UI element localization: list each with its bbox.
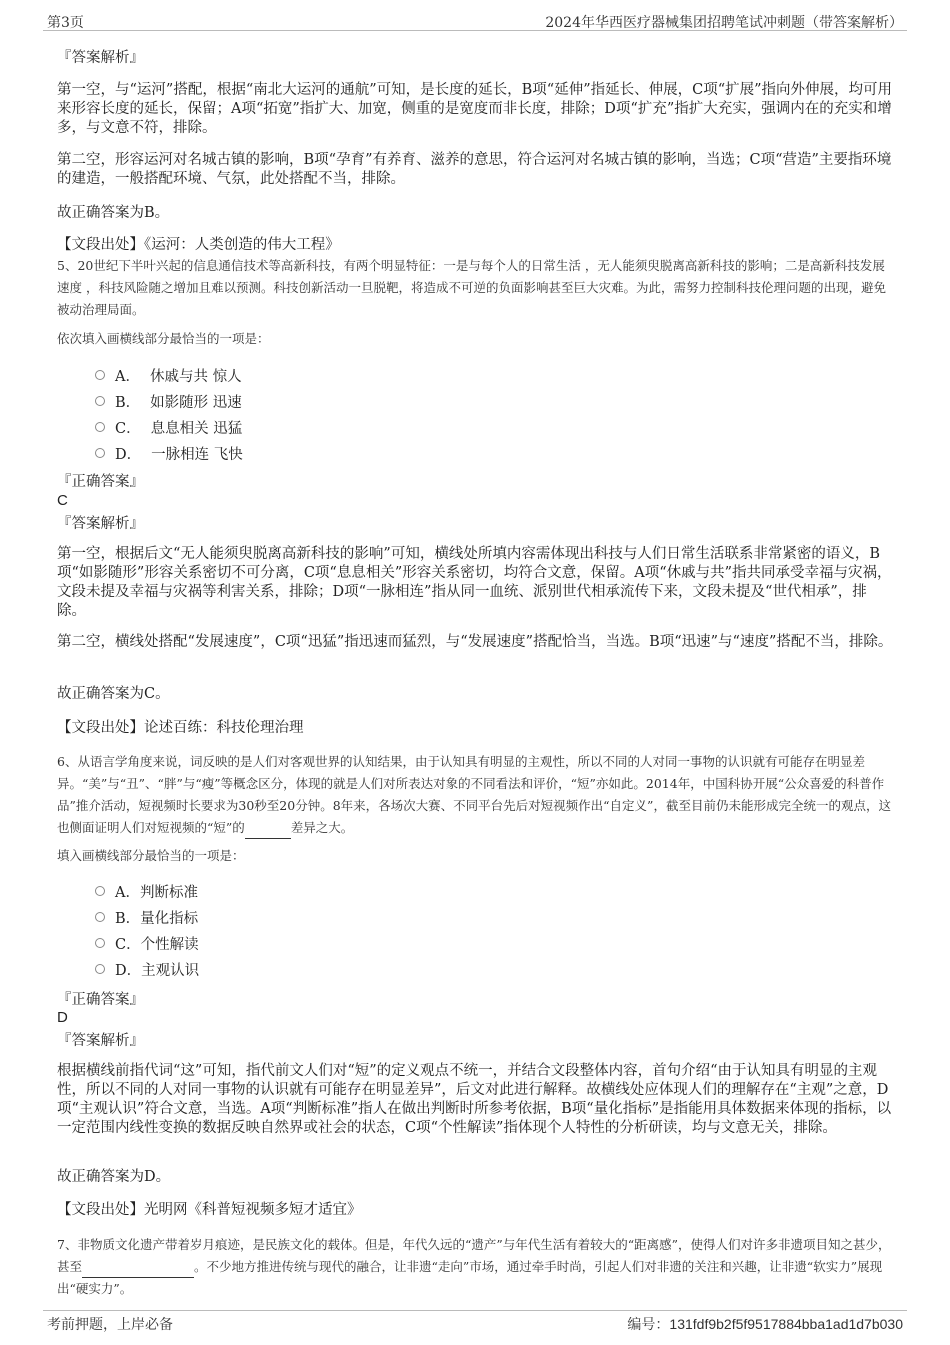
option-text: 判断标准 (139, 884, 198, 901)
q4-analysis-p1: 第一空，与“运河”搭配，根据“南北大运河的通航”可知，是长度的延长，B项“延伸”指延长、伸展，C项“扩展”指向外伸展，均可用来形容长度的延长，保留；A项“拓宽”指扩大、加宽，侧重的是宽度而非长度，排除；D项“扩充”指扩大充实，强调内在的充实和增多，与文意不符，排除。 (57, 82, 893, 136)
q6-analysis (57, 1062, 893, 1138)
question-5 (57, 255, 893, 321)
radio-icon[interactable] (95, 396, 105, 406)
q5-option-a[interactable] (95, 364, 242, 386)
q4-conclusion: 故正确答案为B。 (57, 205, 170, 221)
q5-correct-label-wrap (57, 470, 893, 491)
q6-option-d[interactable] (95, 958, 199, 980)
q4-analysis-p2: 第二空，形容运河对名城古镇的影响，B项“孕育”有养育、滋养的意思，符合运河对名城古镇的影响，当选；C项“营造”主要指环境的建造，一般搭配环境、气氛，此处搭配不当，排除。 (57, 152, 892, 187)
q5-stem: 5、20世纪下半叶兴起的信息通信技术等高新科技，有两个明显特征：一是与每个人的日常生活 ，无人能须臾脱离高新科技的影响；二是高新科技发展速度 ，科技风险随之增加且难以预测。科技创新活动一旦脱靶，将造成不可逆的负面影响甚至巨大灾难。为此，需努力控制科技伦理问题的出现，避免被动治理局面。 (57, 258, 886, 317)
q5-answer: C (57, 492, 68, 509)
q6-stem-a: 6、从语言学角度来说，词反映的是人们对客观世界的认知结果，由于认知具有明显的主观性，所以不同的人对同一事物的认识就有可能存在明显差异。“美”与“丑”、“胖”与“瘦”等概念区分，体现的就是人们对所表达对象的不同看法和评价，“短”亦如此。2014年，中国科协开展“公众喜爱的科普作品”推介活动，短视频时长要求为30秒至20分钟。8年来，各场次大赛、不同平台先后对短视频作出“自定义”，截至目前仍未能形成完全统一的观点，这也侧面证明人们对短视频的“短”的 (57, 754, 891, 835)
q6-correct-label: 『正确答案』 (57, 992, 144, 1008)
q6-answer-wrap (57, 1007, 893, 1026)
q6-analysis-label: 『答案解析』 (57, 1033, 144, 1049)
q6-option-b[interactable] (95, 906, 198, 928)
q5-analysis-2 (57, 633, 893, 652)
q4-analysis-label-wrap (57, 46, 893, 67)
page-header (0, 0, 950, 32)
q6-prompt: 填入画横线部分最恰当的一项是： (57, 848, 245, 863)
q7-stem-b: 。不少地方推进传统与现代的融合，让非遗“走向”市场，通过牵手时尚，引起人们对非遗的关注和兴趣，让非遗“软实力”展现出“硬实力”。 (57, 1259, 883, 1296)
option-letter: D． (115, 446, 142, 463)
q4-analysis (57, 81, 893, 138)
document-id-value: 131fdf9b2f5f9517884bba1ad1d7b030 (669, 1316, 903, 1332)
q6-analysis-label-wrap (57, 1029, 893, 1050)
q5-analysis-p1: 第一空，根据后文“无人能须臾脱离高新科技的影响”可知，横线处所填内容需体现出科技与人们日常生活联系非常紧密的语义，B项“如影随形”形容关系密切不可分离，C项“息息相关”形容关系密切，均符合文意，保留。A项“休戚与共”指共同承受幸福与灾祸，文段未提及幸福与灾祸等利害关系，排除；D项“一脉相连”指从同一血统、派别世代相承流传下来，文段未提及“世代相承”，排除。 (57, 546, 892, 619)
question-7 (57, 1234, 893, 1300)
q6-option-c[interactable] (95, 932, 199, 954)
radio-icon[interactable] (95, 938, 105, 948)
q6-blank[interactable] (245, 824, 291, 839)
q5-conclusion-wrap (57, 685, 893, 704)
q5-analysis-label: 『答案解析』 (57, 516, 144, 532)
option-text: 主观认识 (141, 962, 200, 979)
option-letter: D． (115, 962, 142, 979)
q4-analysis-2 (57, 151, 893, 189)
radio-icon[interactable] (95, 886, 105, 896)
radio-icon[interactable] (95, 370, 105, 380)
question-6 (57, 751, 893, 839)
q4-source-wrap (57, 236, 893, 255)
q5-analysis-label-wrap (57, 512, 893, 533)
q4-source: 【文段出处】《运河：人类创造的伟大工程》 (57, 237, 340, 253)
document-id-label: 编号： (627, 1317, 670, 1333)
q5-prompt-wrap (57, 328, 893, 350)
document-id (627, 1314, 903, 1334)
q6-analysis-p1: 根据横线前指代词“这”可知，指代前文人们对“短”的定义观点不统一，并结合文段整体内容，首句介绍“由于认知具有明显的主观性，所以不同的人对同一事物的认识就有可能存在明显差异”，后文对此进行解释。故横线处应体现人们的理解存在“主观”之意，D项“主观认识”符合文意，当选。A项“判断标准”指人在做出判断时所参考依据，B项“量化指标”是指能用具体数据来体现的指标，以一定范围内线性变换的数据反映自然界或社会的状态，C项“个性解读”指体现个人特性的分析研读，均与文意无关，排除。 (57, 1063, 892, 1136)
q5-source-wrap (57, 719, 893, 738)
q6-source-wrap (57, 1201, 893, 1220)
q6-prompt-wrap (57, 845, 893, 867)
q5-answer-wrap (57, 490, 893, 509)
option-text: 息息相关 迅猛 (150, 420, 243, 437)
q6-answer: D (57, 1009, 68, 1026)
q7-stem-a: 7、非物质文化遗产带着岁月痕迹，是民族文化的载体。但是，年代久远的“遗产”与年代生活有着较大的“距离感”，使得人们对许多非遗项目知之甚少，甚至 (57, 1237, 891, 1274)
option-letter: A． (115, 368, 140, 385)
option-text: 个性解读 (140, 936, 199, 953)
option-letter: C． (115, 420, 141, 437)
page-number: 第3页 (47, 15, 84, 31)
q7-blank[interactable] (82, 1263, 194, 1278)
q6-stem-b: 差异之大。 (290, 820, 354, 835)
document-title: 2024年华西医疗器械集团招聘笔试冲刺题（带答案解析） (545, 15, 903, 31)
q5-analysis-p2: 第二空，横线处搭配“发展速度”，C项“迅猛”指迅速而猛烈，与“发展速度”搭配恰当，当选。B项“迅速”与“速度”搭配不当，排除。 (57, 634, 893, 650)
q6-source: 【文段出处】光明网《科普短视频多短才适宜》 (57, 1202, 362, 1218)
q5-correct-label: 『正确答案』 (57, 474, 144, 490)
option-letter: A． (115, 884, 140, 901)
q5-option-d[interactable] (95, 442, 243, 464)
radio-icon[interactable] (95, 448, 105, 458)
footer-divider (43, 1310, 907, 1311)
q5-source: 【文段出处】论述百练：科技伦理治理 (57, 720, 304, 736)
option-letter: B． (115, 910, 141, 927)
footer-slogan: 考前押题，上岸必备 (47, 1317, 173, 1333)
q7-stem (57, 1234, 893, 1300)
q6-conclusion: 故正确答案为D。 (57, 1169, 171, 1185)
option-text: 量化指标 (140, 910, 199, 927)
option-text: 如影随形 迅速 (150, 394, 242, 411)
q4-analysis-label: 『答案解析』 (57, 50, 144, 66)
q5-prompt: 依次填入画横线部分最恰当的一项是： (57, 331, 270, 346)
option-letter: B． (115, 394, 141, 411)
q4-conclusion-wrap (57, 204, 893, 223)
q6-option-a[interactable] (95, 880, 198, 902)
radio-icon[interactable] (95, 912, 105, 922)
q6-stem (57, 751, 893, 839)
q5-option-c[interactable] (95, 416, 242, 438)
option-letter: C． (115, 936, 141, 953)
q5-analysis (57, 545, 893, 621)
q6-correct-label-wrap (57, 988, 893, 1009)
option-text: 一脉相连 飞快 (151, 446, 243, 463)
option-text: 休戚与共 惊人 (149, 368, 242, 385)
header-divider (43, 30, 907, 31)
q6-conclusion-wrap (57, 1168, 893, 1187)
q5-conclusion: 故正确答案为C。 (57, 686, 170, 702)
radio-icon[interactable] (95, 964, 105, 974)
radio-icon[interactable] (95, 422, 105, 432)
q5-option-b[interactable] (95, 390, 242, 412)
